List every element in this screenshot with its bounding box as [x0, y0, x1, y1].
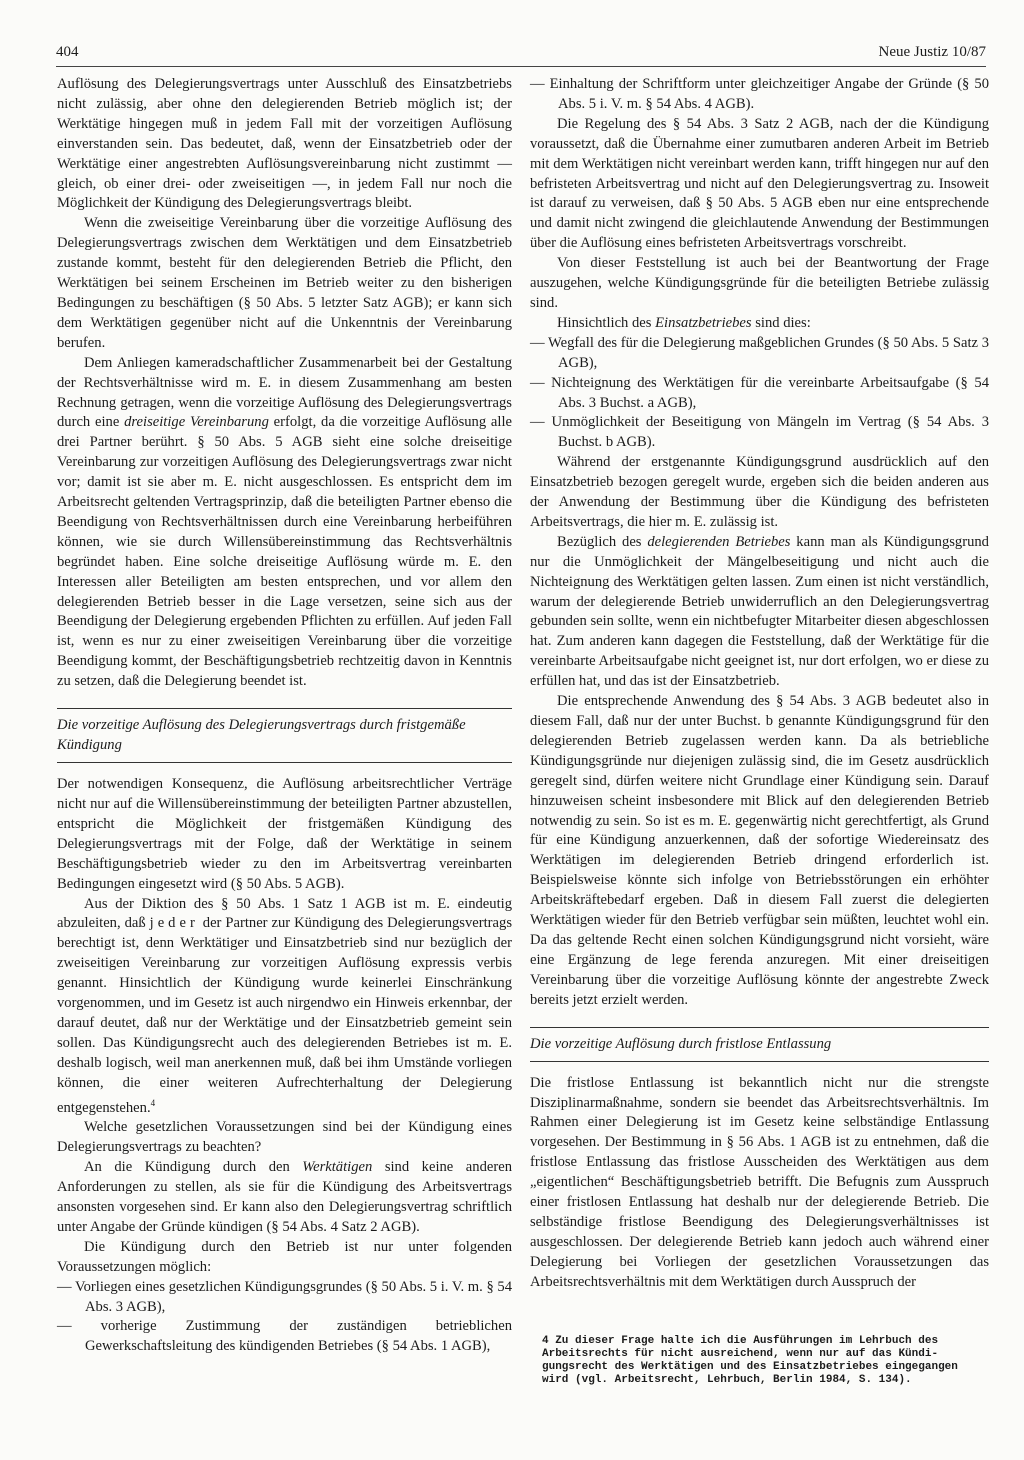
- paragraph: Während der erstgenannte Kündigungsgrund ausdrücklich auf den Einsatzbetrieb bezogen geregelt wurde, ergeben sich die beiden anderen aus der Anwendung der Bestimmung über die Kündigung des befristeten Arbeitsvertrags, die hier m. E. zulässig ist.: [530, 454, 989, 530]
- footnote: [530, 1335, 989, 1387]
- paragraph: Dem Anliegen kameradschaftlicher Zusammenarbeit bei der Gestaltung der Rechtsverhältnisse wird m. E. in diesem Zusammenhang am besten Rechnung getragen, wenn die vorzeitige Auflösung des Delegierungsvertrags durch eine dreiseitige Vereinbarung erfolgt, da die vorzeitige Auflösung alle drei Partner berührt. § 50 Abs. 5 AGB sieht eine solche dreiseitige Vereinbarung zur vorzeitigen Auflösung des Delegierungsvertrags zwar nicht vor; damit ist sie aber m. E. nicht ausgeschlossen. Es entspricht dem im Arbeitsrecht geltenden Vertragsprinzip, daß die beteiligten Partner ebenso die Beendigung von Rechtsverhältnissen durch eine Vereinbarung herbeiführen können, wie sie durch Willensübereinstimmung das Rechtsverhältnis begründet haben. Eine solche dreiseitige Auflösung würde m. E. den Interessen aller Beteiligten am besten entsprechen, und vor allem den delegierenden Betrieb besser in die Lage versetzen, seine sich aus der Beendigung der Delegierung ergebenden Pflichten zu erfüllen. Auf jeden Fall ist, wenn es nur zu einer zweiseitigen Vereinbarung über die vorzeitige Beendigung kommt, der Beschäftigungsbetrieb rechtzeitig davon in Kenntnis zu setzen, daß die Delegierung beendet ist.: [57, 354, 512, 690]
- paragraph: Die entsprechende Anwendung des § 54 Abs. 3 AGB bedeutet also in diesem Fall, daß nur der unter Buchst. b genannte Kündigungsgrund für den delegierenden Betrieb zugelassen werden kann. Da als betriebliche Kündigungsgründe nur diejenigen zulässig sind, die im Gesetz ausdrücklich geregelt sind, dürfen weitere nicht Grundlage einer Kündigung sein. Darauf hinzuweisen scheint insbesondere mit Blick auf den delegierenden Betrieb notwendig zu sein. So ist es m. E. gegenwärtig nicht gerechtfertigt, als Grund für eine Kündigung anzuerkennen, daß der sofortige Wiedereinsatz des Werktätigen im delegierenden Betrieb dringend erforderlich ist. Beispielsweise könnte sich infolge von Betriebsstörungen ein erhöhter Arbeitskräftebedarf ergeben. Daß in diesem Fall zuerst die delegierten Werktätigen wieder für den Betrieb verfügbar sein müßten, leuchtet wohl ein. Da das geltende Recht einen solchen Kündigungsgrund nicht vorsieht, wäre eine Ergänzung de lege ferenda anzuregen. Mit einer dreiseitigen Vereinbarung über die vorzeitige Auflösung könnte der angestrebte Zweck bereits jetzt erzielt werden.: [530, 693, 989, 1008]
- section-heading: Die vorzeitige Auflösung durch fristlose Entlassung: [530, 1027, 989, 1062]
- emphasis: delegierenden Betriebes: [647, 533, 791, 550]
- footnote-line: 4 Zu dieser Frage halte ich die Ausführungen im Lehrbuch des: [542, 1334, 939, 1347]
- paragraph: Die Regelung des § 54 Abs. 3 Satz 2 AGB, nach der die Kündigung voraussetzt, daß die Übernahme einer zumutbaren anderen Arbeit im Betrieb mit dem Werktätigen nicht vereinbart werden kann, trifft hingegen nur auf den befristeten Arbeitsvertrag und nicht auf den Delegierungsvertrag zu. Insoweit ist darauf zu verweisen, daß § 50 Abs. 5 AGB eben nur eine entsprechende und damit nicht zwingend die gleichlautende Anwendung der Bestimmungen über die Auflösung eines befristeten Arbeitsvertrags vorschreibt.: [530, 115, 989, 252]
- paragraph: Der notwendigen Konsequenz, die Auflösung arbeitsrechtlicher Verträge nicht nur auf die Willensübereinstimmung der beteiligten Partner abzustellen, entspricht die Möglichkeit der fristgemäßen Kündigung des Delegierungsvertrags mit der Folge, daß der Werktätige in seinem Beschäftigungsbetrieb wieder zu den im Arbeitsvertrag vereinbarten Bedingungen eingesetzt wird (§ 50 Abs. 5 AGB).: [57, 776, 512, 892]
- list-item: — Einhaltung der Schriftform unter gleichzeitiger Angabe der Gründe (§ 50 Abs. 5 i. V. m. § 54 Abs. 4 AGB).: [530, 76, 989, 112]
- right-column: [530, 75, 989, 1387]
- footnote-marker: 4: [150, 1097, 156, 1108]
- emphasis: Einsatzbetriebes: [655, 314, 752, 331]
- header-rule: [56, 66, 986, 67]
- paragraph: Welche gesetzlichen Voraussetzungen sind bei der Kündigung eines Delegierungsvertrags zu beachten?: [57, 1119, 512, 1156]
- paragraph: Hinsichtlich des Einsatzbetriebes sind dies:: [557, 314, 811, 331]
- list-item: — vorherige Zustimmung der zuständigen betrieblichen Gewerkschaftsleitung des kündigenden Betriebes (§ 54 Abs. 1 AGB),: [57, 1318, 512, 1355]
- list-item: — Vorliegen eines gesetzlichen Kündigungsgrundes (§ 50 Abs. 5 i. V. m. § 54 Abs. 3 AGB),: [57, 1278, 512, 1315]
- footnote-line: gungsrecht des Werktätigen und des Einsatzbetriebes eingegangen: [542, 1360, 958, 1373]
- spaced-emphasis: jeder: [149, 915, 199, 932]
- paragraph: Bezüglich des delegierenden Betriebes kann man als Kündigungsgrund nur die Unmöglichkeit der Mängelbeseitigung und nicht auch die Nichteignung des Werktätigen gelten lassen. Zum einen ist nicht verständlich, warum der delegierende Betrieb unwiderruflich an den Delegierungsvertrag gebunden sein sollte, wenn ein nichtbefugter Mitarbeiter diesen abgeschlossen hat. Zum anderen kann dagegen die Feststellung, daß der Werktätige für die vereinbarte Arbeitsaufgabe nicht geeignet ist, nur dort erfolgen, wo er diese zu erfüllen hat, und das ist der Einsatzbetrieb.: [530, 533, 989, 690]
- paragraph: Die Kündigung durch den Betrieb ist nur unter folgenden Voraussetzungen möglich:: [57, 1238, 512, 1275]
- journal-issue: Neue Justiz 10/87: [878, 44, 986, 60]
- footnote-line: wird (vgl. Arbeitsrecht, Lehrbuch, Berlin 1984, S. 134).: [542, 1373, 912, 1386]
- footnote-line: Arbeitsrechts für nicht ausreichend, wenn nur auf das Kündi-: [542, 1347, 939, 1360]
- paragraph: Aus der Diktion des § 50 Abs. 1 Satz 1 AGB ist m. E. eindeutig abzuleiten, daß jeder der Partner zur Kündigung des Delegierungsvertrags berechtigt ist, denn Werktätiger und Einsatzbetrieb sind nur bezüglich der zweiseitigen Vereinbarung zur vorzeitigen Auflösung expressis verbis genannt. Hinsichtlich der Kündigung wurde keinerlei Einschränkung vorgenommen, und im Gesetz ist auch nirgendwo ein Hinweis erkennbar, der darauf deutet, daß nur der Werktätige und der Einsatzbetrieb gemeint sein sollen. Das Kündigungsrecht auch des delegierenden Betriebes ist m. E. deshalb logisch, weil man anerkennen muß, daß bei ihm Umstände vorliegen können, die einer weiteren Aufrechterhaltung der Delegierung entgegenstehen.$^4$: [57, 895, 512, 1116]
- paragraph: An die Kündigung durch den Werktätigen sind keine anderen Anforderungen zu stellen, als sie für die Kündigung des Arbeitsvertrags ansonsten vorgesehen sind. Er kann also den Delegierungsvertrag schriftlich unter Angabe der Gründe kündigen (§ 54 Abs. 4 Satz 2 AGB).: [57, 1159, 512, 1235]
- paragraph: Von dieser Feststellung ist auch bei der Beantwortung der Frage auszugehen, welche Kündigungsgründe für die beteiligten Betriebe zulässig sind.: [530, 255, 989, 311]
- emphasis: Werktätigen: [302, 1159, 373, 1176]
- paragraph: Wenn die zweiseitige Vereinbarung über die vorzeitige Auflösung des Delegierungsvertrags zwischen dem Werktätigen und dem Einsatzbetrieb zustande kommt, besteht für den delegierenden Betrieb die Pflicht, den Werktätigen bei seinem Erscheinen im Betrieb weiter zu den bisherigen Bedingungen zu beschäftigen (§ 50 Abs. 5 letzter Satz AGB); er kann sich dem Werktätigen gegenüber nicht auf die Unkenntnis der Vereinbarung berufen.: [57, 215, 512, 351]
- list-item: — Nichteignung des Werktätigen für die vereinbarte Arbeitsaufgabe (§ 54 Abs. 3 Buchst. a AGB),: [530, 374, 989, 411]
- page-number: 404: [56, 44, 79, 60]
- list-item: — Wegfall des für die Delegierung maßgeblichen Grundes (§ 50 Abs. 5 Satz 3 AGB),: [530, 334, 989, 371]
- paragraph: Auflösung des Delegierungsvertrags unter Ausschluß des Einsatzbetriebs nicht zulässig, aber ohne den delegierenden Betrieb möglich ist; der Werktätige hingegen muß in jedem Fall mit der vorzeitigen Auflösung einverstanden sein. Das bedeutet, daß, wenn der Einsatzbetrieb oder der Werktätige einer angestrebten Auflösungsvereinbarung nicht zustimmt — gleich, ob einer drei- oder zweiseitigen —, in jedem Fall nur noch die Möglichkeit der Kündigung des Delegierungsvertrags bleibt.: [57, 76, 512, 212]
- left-column: [57, 75, 512, 1357]
- list-item: — Unmöglichkeit der Beseitigung von Mängeln im Vertrag (§ 54 Abs. 3 Buchst. b AGB).: [530, 414, 989, 451]
- section-heading: Die vorzeitige Auflösung des Delegierungsvertrags durch fristgemäße Kündigung: [57, 708, 512, 763]
- emphasis: dreiseitige Vereinbarung: [124, 414, 269, 431]
- paragraph: Die fristlose Entlassung ist bekanntlich nicht nur die strengste Disziplinarmaßnahme, sondern sie beendet das Arbeitsrechtsverhältnis. Im Rahmen einer Delegierung ist im Gesetz keine selbständige Entlassung vorgesehen. Der Bestimmung in § 56 Abs. 1 AGB ist zu entnehmen, daß die fristlose Entlassung das fristlose Ausscheiden des Werktätigen aus dem „eigentlichen“ Beschäftigungsbetrieb betrifft. Die Befugnis zum Ausspruch einer fristlosen Entlassung hat deshalb nur der delegierende Betrieb. Die selbständige fristlose Beendigung des Delegierungsverhältnisses ist ausgeschlossen. Der delegierende Betrieb kann jedoch auch während einer Delegierung bei Vorliegen der gesetzlichen Voraussetzungen das Arbeitsrechtsverhältnis mit dem Werktätigen durch Ausspruch der: [530, 1074, 989, 1290]
